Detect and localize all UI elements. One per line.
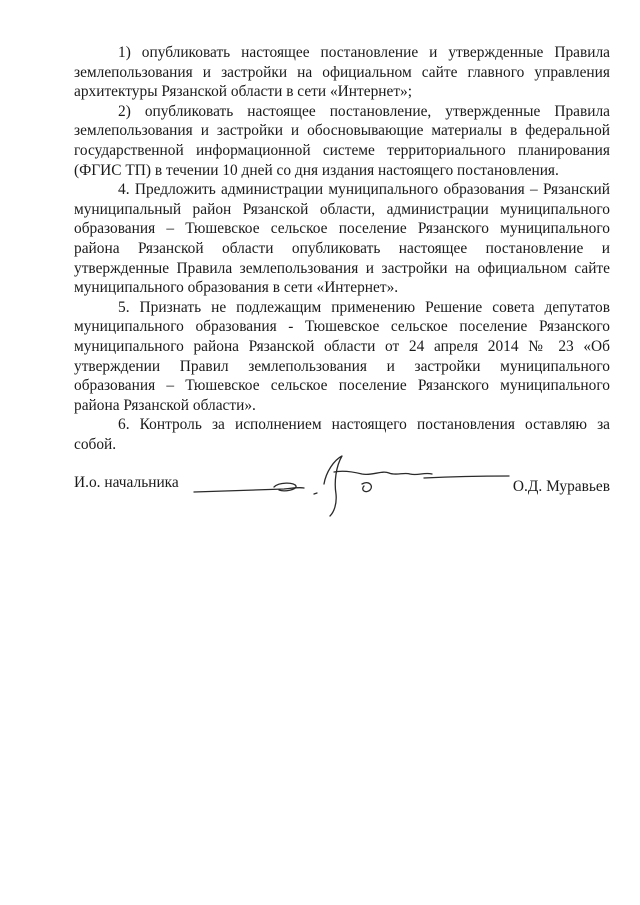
document-body (74, 43, 610, 454)
paragraph-propose-administration: 4. Предложить администрации муниципального образования – Рязанский муниципальный район Рязанской области, администрации муниципального образования – Тюшевское сельское поселение Рязанского муниципального района Рязанской области опубликовать настоящее постановление и утвержденные Правила землепользования и застройки на официальном сайте муниципального образования в сети «Интернет». (74, 181, 610, 297)
signer-name: О.Д. Муравьев (512, 478, 610, 495)
paragraph-publish-fgis: 2) опубликовать настоящее постановление, утвержденные Правила землепользования и застройки и обосновывающие материалы в федеральной государственной информационной системе территориального планирования (ФГИС ТП) в течении 10 дней со дня издания настоящего постановления. (74, 102, 610, 179)
signer-title: И.о. начальника (74, 474, 179, 491)
signature-block (74, 470, 610, 510)
paragraph-publish-website: 1) опубликовать настоящее постановление и утвержденные Правила землепользования и застройки на официальном сайте главного управления архитектуры Рязанской области в сети «Интернет»; (74, 44, 610, 101)
paragraph-control: 6. Контроль за исполнением настоящего постановления оставляю за собой. (74, 416, 610, 453)
paragraph-recognize-invalid: 5. Признать не подлежащим применению Решение совета депутатов муниципального образования - Тюшевское сельское поселение Рязанского муниципального района Рязанской области от 24 апреля 2014 № 23 «Об утверждении Правил землепользования и застройки муниципального образования – Тюшевское сельское поселение Рязанского муниципального района Рязанской области». (74, 298, 610, 414)
handwritten-signature (184, 442, 514, 522)
